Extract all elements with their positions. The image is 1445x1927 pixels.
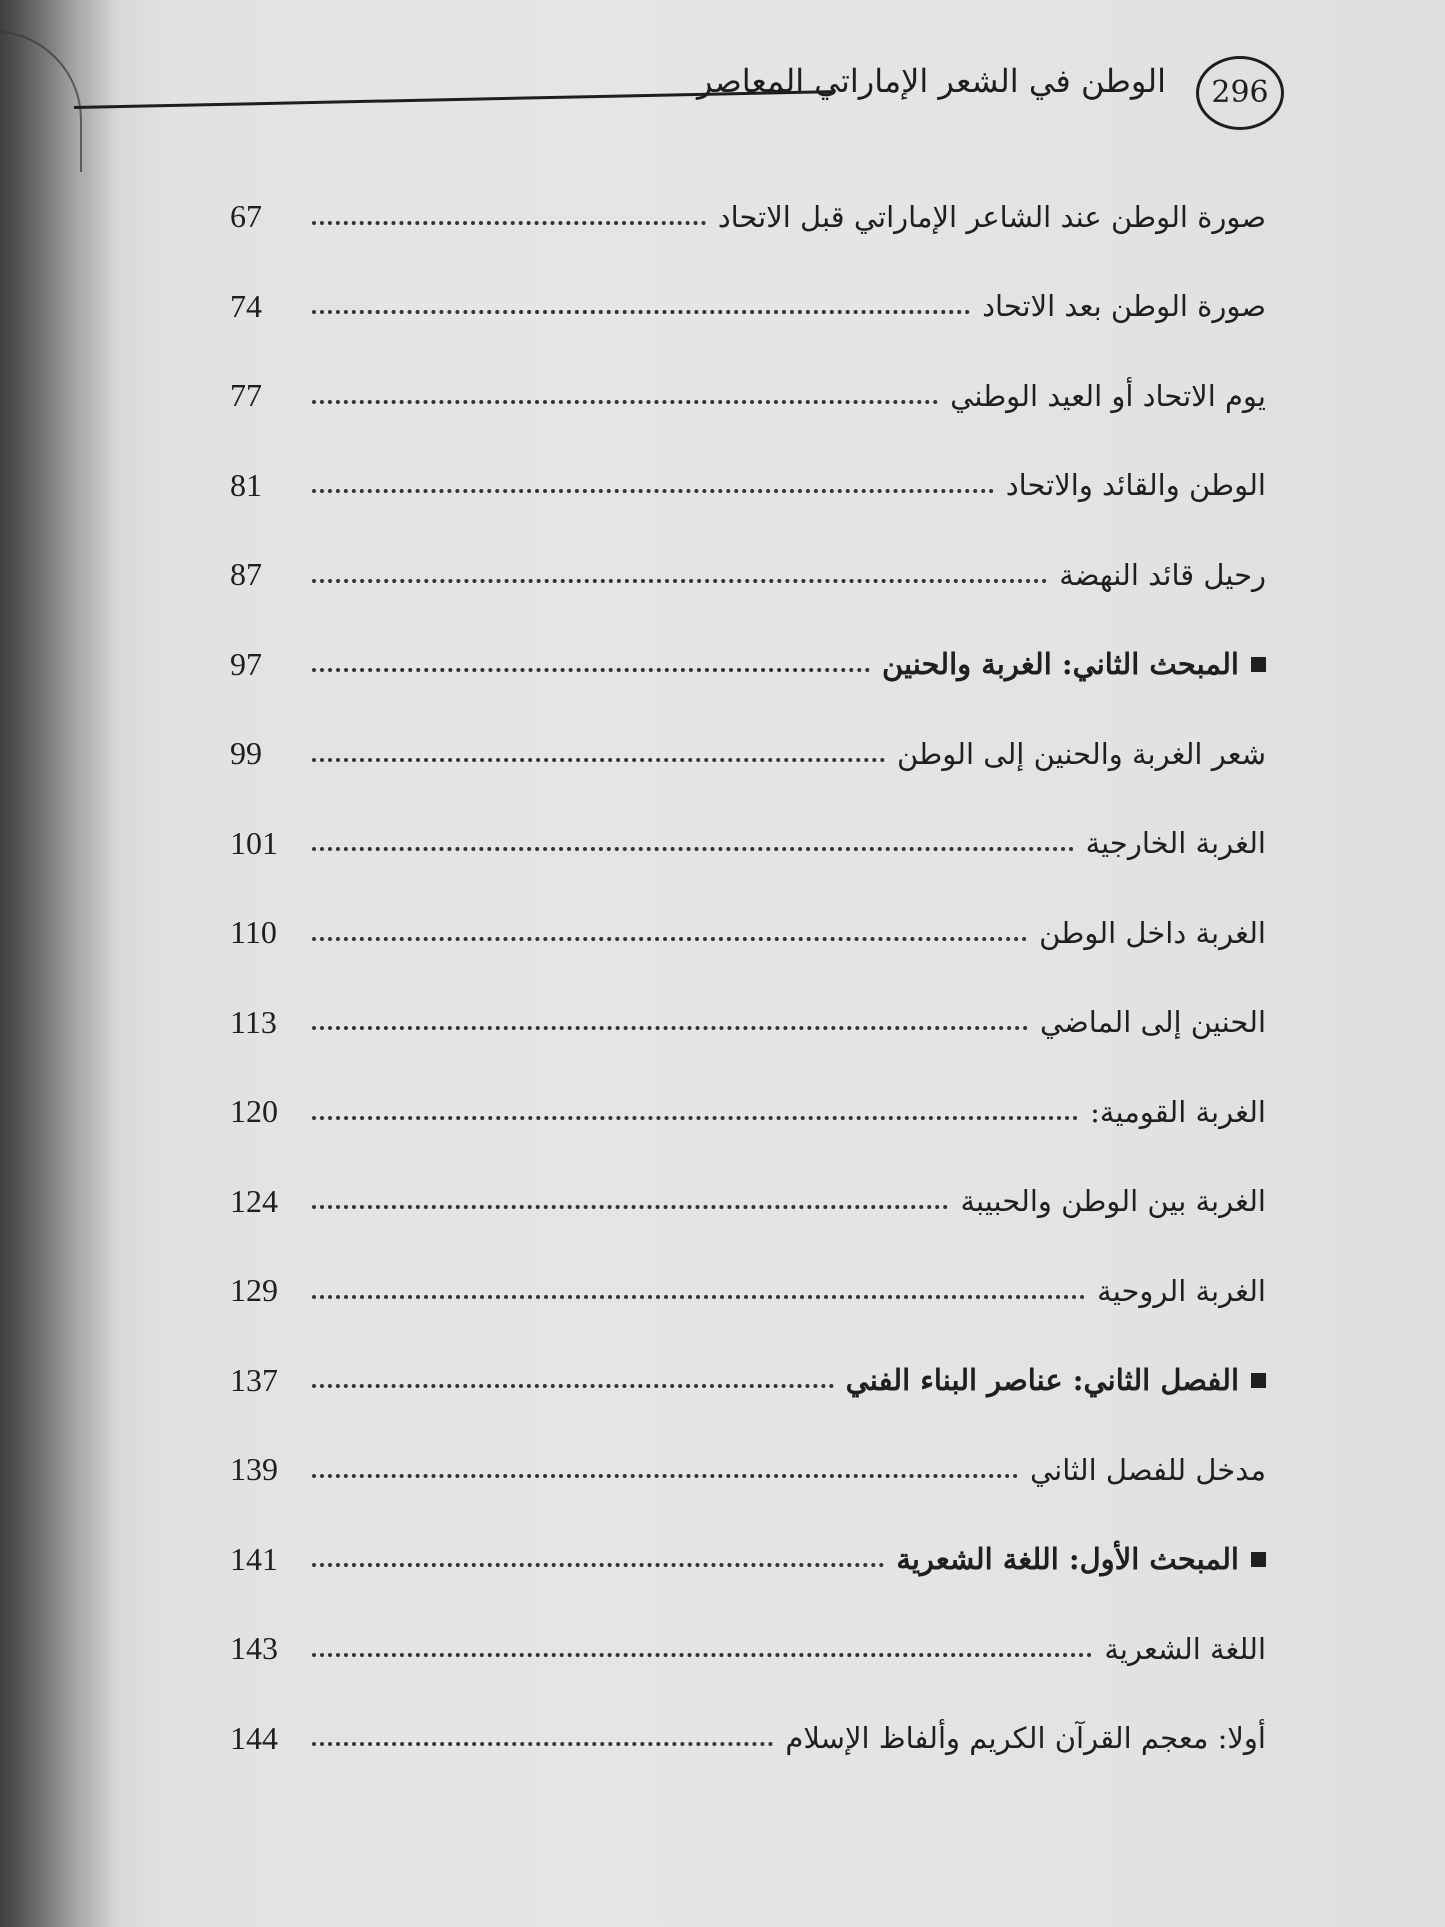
dot-leader [312, 1205, 948, 1209]
dot-leader [312, 489, 994, 493]
dot-leader [312, 400, 938, 404]
toc-entry-title: الغربة بين الوطن والحبيبة [960, 1184, 1266, 1219]
toc-entry-title: الغربة الخارجية [1085, 826, 1266, 861]
toc-entry-page: 137 [230, 1361, 278, 1398]
toc-entry-page: 129 [230, 1272, 278, 1309]
toc-entry [230, 709, 1266, 799]
toc-entry [230, 1694, 1266, 1784]
toc-entry [230, 1157, 1266, 1247]
toc-entry [230, 888, 1266, 978]
toc-entry-title: يوم الاتحاد أو العيد الوطني [950, 378, 1266, 413]
dot-leader [312, 1026, 1028, 1030]
square-bullet-icon [1251, 1552, 1266, 1567]
running-header [74, 56, 1284, 130]
toc-entry-title: شعر الغربة والحنين إلى الوطن [897, 736, 1266, 771]
toc-entry [230, 1515, 1266, 1605]
toc-entry-title: المبحث الأول: اللغة الشعرية [896, 1542, 1239, 1577]
toc-entry [230, 530, 1266, 620]
toc-entry [230, 1425, 1266, 1515]
dot-leader [312, 310, 970, 314]
toc-entry-title: أولا: معجم القرآن الكريم وألفاظ الإسلام [785, 1721, 1266, 1756]
toc-entry-page: 81 [230, 466, 262, 503]
dot-leader [312, 937, 1027, 941]
toc-entry [230, 1336, 1266, 1426]
dot-leader [312, 221, 706, 225]
toc-entry [230, 172, 1266, 262]
toc-entry-title: اللغة الشعرية [1104, 1631, 1266, 1666]
toc-entry-title: الوطن والقائد والاتحاد [1005, 468, 1266, 503]
toc-entry [230, 1604, 1266, 1694]
toc-entry-page: 141 [230, 1540, 278, 1577]
dot-leader [312, 1742, 773, 1746]
dot-leader [312, 1474, 1018, 1478]
toc-entry [230, 620, 1266, 710]
toc-entry-title: مدخل للفصل الثاني [1029, 1452, 1266, 1487]
running-title: الوطن في الشعر الإماراتي المعاصر [696, 62, 1166, 100]
dot-leader [312, 1295, 1085, 1299]
toc-entry-title: الفصل الثاني: عناصر البناء الفني [845, 1363, 1239, 1398]
toc-entry [230, 978, 1266, 1068]
toc-entry [230, 441, 1266, 531]
toc-entry-page: 87 [230, 556, 262, 593]
toc-entry-page: 113 [230, 1003, 277, 1040]
toc-entry-title: الغربة الروحية [1097, 1273, 1266, 1308]
dot-leader [312, 1384, 834, 1388]
dot-leader [312, 579, 1047, 583]
toc-entry [230, 799, 1266, 889]
toc-entry-page: 120 [230, 1093, 278, 1130]
dot-leader [312, 1116, 1078, 1120]
toc-entry-page: 99 [230, 735, 262, 772]
toc-entry-page: 139 [230, 1451, 278, 1488]
toc-entry [230, 1246, 1266, 1336]
square-bullet-icon [1251, 657, 1266, 672]
toc-entry-page: 67 [230, 198, 262, 235]
dot-leader [312, 1653, 1092, 1657]
toc-entry-page: 97 [230, 645, 262, 682]
toc-entry-page: 101 [230, 824, 278, 861]
toc-entry [230, 1067, 1266, 1157]
toc-entry [230, 262, 1266, 352]
toc-entry-page: 124 [230, 1182, 278, 1219]
table-of-contents [230, 172, 1266, 1783]
toc-entry [230, 351, 1266, 441]
toc-entry-title: الحنين إلى الماضي [1040, 1005, 1266, 1040]
toc-entry-title: الغربة القومية: [1090, 1094, 1266, 1129]
toc-entry-title: صورة الوطن بعد الاتحاد [982, 289, 1266, 324]
toc-entry-page: 144 [230, 1719, 278, 1756]
toc-entry-page: 143 [230, 1630, 278, 1667]
toc-entry-page: 74 [230, 287, 262, 324]
page-number-circle: 296 [1196, 56, 1284, 130]
toc-entry-title: صورة الوطن عند الشاعر الإماراتي قبل الاتحاد [717, 199, 1266, 234]
dot-leader [312, 668, 870, 672]
dot-leader [312, 847, 1074, 851]
toc-entry-title: المبحث الثاني: الغربة والحنين [881, 647, 1239, 682]
toc-entry-title: الغربة داخل الوطن [1039, 915, 1266, 950]
toc-entry-page: 77 [230, 377, 262, 414]
dot-leader [312, 1563, 884, 1567]
spine-shadow [0, 0, 120, 1927]
dot-leader [312, 758, 885, 762]
square-bullet-icon [1251, 1373, 1266, 1388]
toc-entry-title: رحيل قائد النهضة [1059, 557, 1266, 592]
toc-entry-page: 110 [230, 914, 277, 951]
